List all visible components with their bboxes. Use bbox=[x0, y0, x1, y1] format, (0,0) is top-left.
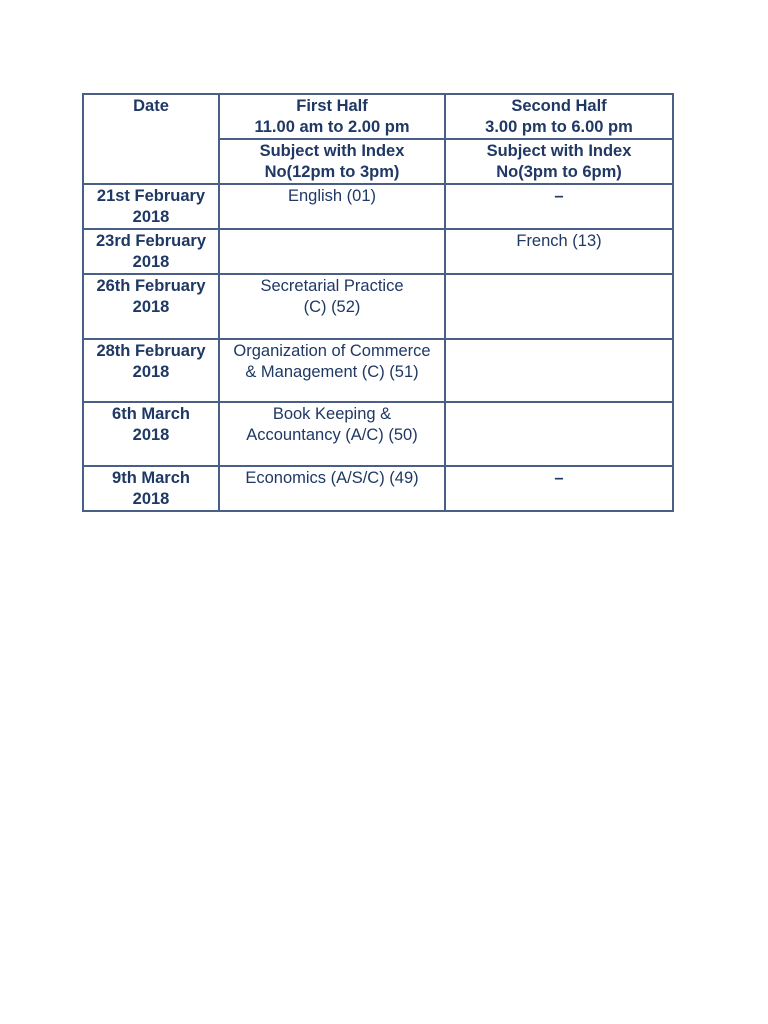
date-cell bbox=[83, 402, 219, 466]
date-cell bbox=[83, 339, 219, 402]
subject-line: English (01) bbox=[287, 187, 377, 205]
second-half-header bbox=[445, 94, 673, 139]
table-row bbox=[83, 274, 673, 339]
second-half-cell bbox=[445, 466, 673, 511]
second-sub-line1: Subject with Index bbox=[486, 142, 632, 160]
second-sub-line2: No(3pm to 6pm) bbox=[496, 163, 622, 181]
year-line: 2018 bbox=[132, 363, 170, 381]
table-row bbox=[83, 466, 673, 511]
table-row bbox=[83, 229, 673, 274]
second-half-time: 3.00 pm to 6.00 pm bbox=[485, 118, 633, 136]
subject-line-2: & Management (C) (51) bbox=[245, 363, 419, 381]
subject-line: French (13) bbox=[516, 232, 602, 250]
date-cell bbox=[83, 229, 219, 274]
first-half-header bbox=[219, 94, 445, 139]
subject-line: – bbox=[554, 187, 564, 205]
exam-schedule-table bbox=[82, 93, 674, 512]
first-half-cell bbox=[219, 466, 445, 511]
first-half-cell bbox=[219, 402, 445, 466]
year-line: 2018 bbox=[132, 298, 170, 316]
table-row bbox=[83, 184, 673, 229]
second-half-cell bbox=[445, 402, 673, 466]
date-line: 26th February bbox=[96, 277, 206, 295]
subject-line: Secretarial Practice bbox=[260, 277, 404, 295]
subject-line: Book Keeping & bbox=[272, 405, 392, 423]
subject-line: Economics (A/S/C) (49) bbox=[245, 469, 419, 487]
subject-line: Organization of Commerce bbox=[233, 342, 431, 360]
year-line: 2018 bbox=[132, 253, 170, 271]
year-line: 2018 bbox=[132, 426, 170, 444]
first-half-time: 11.00 am to 2.00 pm bbox=[254, 118, 410, 136]
first-sub-line2: No(12pm to 3pm) bbox=[264, 163, 400, 181]
subject-line: – bbox=[554, 469, 564, 487]
first-half-cell bbox=[219, 184, 445, 229]
second-half-cell bbox=[445, 339, 673, 402]
first-sub-line1: Subject with Index bbox=[259, 142, 405, 160]
first-half-cell bbox=[219, 274, 445, 339]
second-half-subheader bbox=[445, 139, 673, 184]
date-line: 28th February bbox=[96, 342, 206, 360]
date-cell bbox=[83, 184, 219, 229]
first-half-cell bbox=[219, 229, 445, 274]
table-row bbox=[83, 402, 673, 466]
second-half-title: Second Half bbox=[511, 97, 607, 115]
first-half-title: First Half bbox=[296, 97, 368, 115]
date-cell bbox=[83, 466, 219, 511]
date-cell bbox=[83, 274, 219, 339]
second-half-cell bbox=[445, 229, 673, 274]
table-row bbox=[83, 339, 673, 402]
subject-line-2: Accountancy (A/C) (50) bbox=[246, 426, 418, 444]
first-half-cell bbox=[219, 339, 445, 402]
second-half-cell bbox=[445, 184, 673, 229]
date-line: 23rd February bbox=[95, 232, 207, 250]
year-line: 2018 bbox=[132, 208, 170, 226]
subject-line-2: (C) (52) bbox=[303, 298, 361, 316]
date-line: 21st February bbox=[96, 187, 206, 205]
date-line: 6th March bbox=[112, 405, 190, 423]
header-row bbox=[83, 94, 673, 139]
second-half-cell bbox=[445, 274, 673, 339]
date-header bbox=[83, 94, 219, 184]
date-line: 9th March bbox=[112, 469, 190, 487]
year-line: 2018 bbox=[132, 490, 170, 508]
first-half-subheader bbox=[219, 139, 445, 184]
date-header-label: Date bbox=[133, 97, 169, 115]
